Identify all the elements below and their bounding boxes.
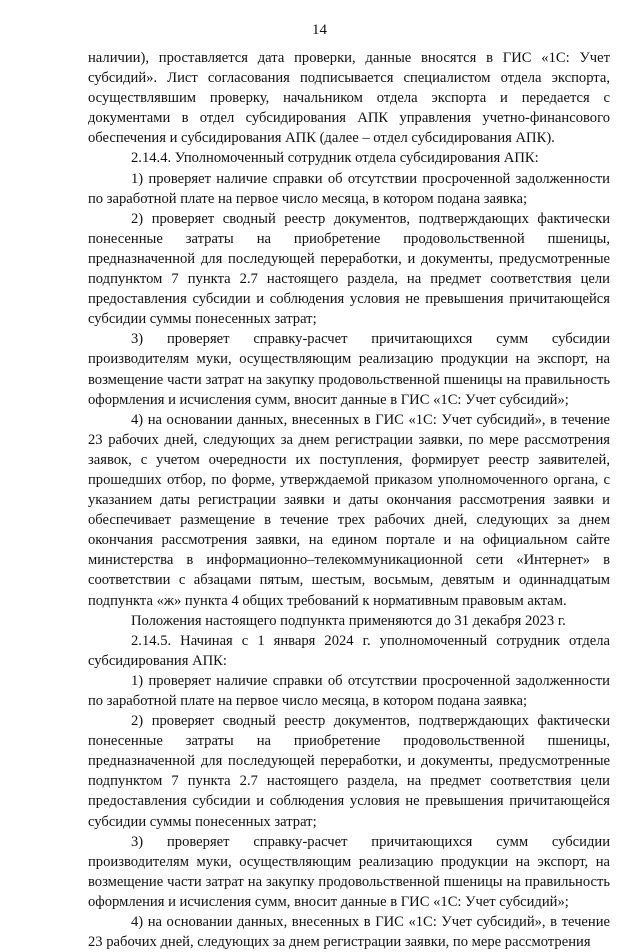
paragraph: 2) проверяет сводный реестр документов, подтверждающих фактически понесенные затраты на приобретение продовольственной пшеницы, предназначенной для последующей переработки, и документы, предусмотренные подпунктом 7 пункта 2.7 настоящего раздела, на предмет соответствия цели предоставления субсидии и соблюдения условия не превышения причитающейся субсидии суммы понесенных затрат;: [88, 713, 610, 830]
paragraph: 4) на основании данных, внесенных в ГИС «1С: Учет субсидий», в течение 23 рабочих дней, следующих за днем регистрации заявки, по мере рассмотрения: [88, 914, 610, 951]
paragraph: наличии), проставляется дата проверки, данные вносятся в ГИС «1С: Учет субсидий». Лист согласования подписывается специалистом отдела экспорта, осуществлявшим проверку, начальником отдела экспорта и передается с документами в отдел субсидирования АПК управления учетно-финансового обеспечения и субсидирования АПК (далее – отдел субсидирования АПК).: [88, 50, 610, 147]
paragraph: 1) проверяет наличие справки об отсутствии просроченной задолженности по заработной плате на первое число месяца, в котором подана заявка;: [88, 672, 610, 709]
paragraph: 4) на основании данных, внесенных в ГИС «1С: Учет субсидий», в течение 23 рабочих дней, следующих за днем регистрации заявки, по мере рассмотрения заявок, с учетом очередности их поступления, формирует реестр заявителей, прошедших отбор, по форме, утверждаемой приказом уполномоченного органа, с указанием даты регистрации заявки и даты окончания рассмотрения заявки и обеспечивает размещение в течение трех рабочих дней, следующих за днем окончания рассмотрения заявки, на едином портале и на официальном сайте министерства в информационно–телекоммуникационной сети «Интернет» в соответствии с абзацами пятым, шестым, восьмым, девятым и одиннадцатым подпункта «ж» пункта 4 общих требований к нормативным правовым актам.: [88, 411, 610, 609]
paragraph: Положения настоящего подпункта применяются до 31 декабря 2023 г.: [131, 612, 566, 629]
body-text: [88, 48, 610, 952]
paragraph: 3) проверяет справку-расчет причитающихся сумм субсидии производителям муки, осуществляющим реализацию продукции на экспорт, на возмещение части затрат на закупку продовольственной пшеницы на правильность оформления и исчисления сумм, вносит данные в ГИС «1С: Учет субсидий»;: [88, 331, 610, 408]
paragraph: 2.14.4. Уполномоченный сотрудник отдела субсидирования АПК:: [131, 150, 539, 167]
paragraph: 2.14.5. Начиная с 1 января 2024 г. уполномоченный сотрудник отдела субсидирования АПК:: [88, 632, 610, 669]
paragraph: 3) проверяет справку-расчет причитающихся сумм субсидии производителям муки, осуществляющим реализацию продукции на экспорт, на возмещение части затрат на закупку продовольственной пшеницы на правильность оформления и исчисления сумм, вносит данные в ГИС «1С: Учет субсидий»;: [88, 833, 610, 910]
page-number: 14: [312, 22, 327, 38]
paragraph: 1) проверяет наличие справки об отсутствии просроченной задолженности по заработной плате на первое число месяца, в котором подана заявка;: [88, 170, 610, 207]
paragraph: 2) проверяет сводный реестр документов, подтверждающих фактически понесенные затраты на приобретение продовольственной пшеницы, предназначенной для последующей переработки, и документы, предусмотренные подпунктом 7 пункта 2.7 настоящего раздела, на предмет соответствия цели предоставления субсидии и соблюдения условия не превышения причитающейся субсидии суммы понесенных затрат;: [88, 210, 610, 328]
